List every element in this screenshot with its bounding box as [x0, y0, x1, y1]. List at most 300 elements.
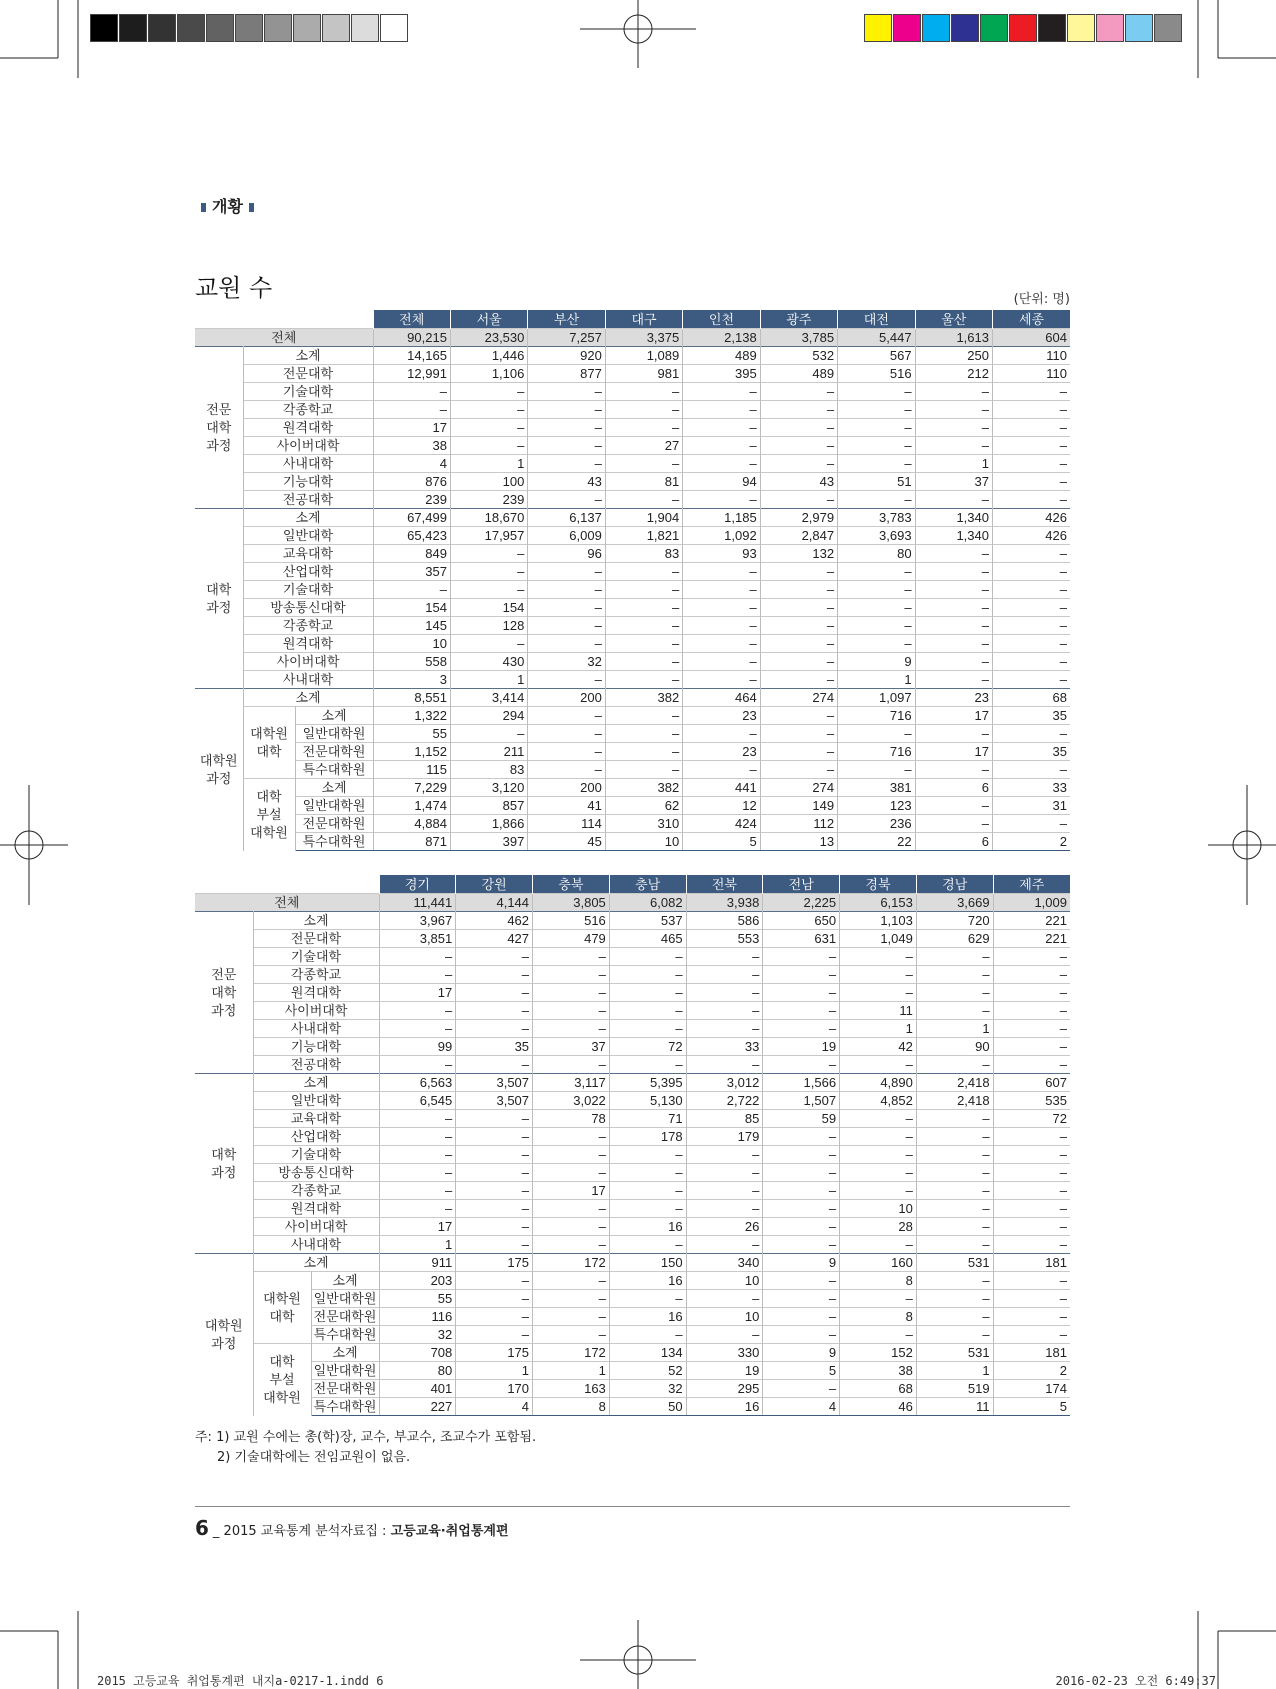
cell-value: 172	[533, 1344, 610, 1362]
cell-value: –	[605, 419, 682, 437]
table-row	[195, 419, 1070, 437]
cell-value: 401	[379, 1380, 456, 1398]
table-row	[195, 966, 1070, 984]
cell-value: 45	[528, 833, 605, 851]
bullet-square-icon	[249, 203, 254, 212]
cell-value: 650	[763, 912, 840, 930]
cell-value: –	[605, 599, 682, 617]
cell-value: 154	[450, 599, 527, 617]
cell-value: 37	[533, 1038, 610, 1056]
cell-value: –	[456, 1020, 533, 1038]
cell-value: –	[450, 725, 527, 743]
cell-value: 42	[840, 1038, 917, 1056]
column-header: 전남	[763, 875, 840, 894]
cell-value: –	[533, 966, 610, 984]
cell-value: –	[609, 1056, 686, 1074]
cell-value: 221	[993, 912, 1070, 930]
cell-value: –	[840, 1110, 917, 1128]
cell-value: –	[916, 1110, 993, 1128]
cell-value: 227	[379, 1398, 456, 1416]
cell-value: 178	[609, 1128, 686, 1146]
row-label: 소계	[311, 1272, 379, 1290]
cell-value: –	[916, 1146, 993, 1164]
cell-value: 604	[993, 329, 1071, 347]
table-row	[195, 707, 1070, 725]
cell-value: –	[760, 419, 837, 437]
cell-value: –	[686, 1290, 763, 1308]
cell-value: –	[993, 761, 1071, 779]
cell-value: 877	[528, 365, 605, 383]
row-label: 사내대학	[243, 671, 373, 689]
cell-value: –	[993, 1056, 1070, 1074]
cell-value: 200	[528, 689, 605, 707]
row-label: 사내대학	[253, 1020, 379, 1038]
cell-value: 424	[683, 815, 760, 833]
cell-value: 16	[609, 1218, 686, 1236]
group-label: 대학 과정	[195, 1074, 253, 1254]
row-label: 기술대학	[253, 1146, 379, 1164]
table-row	[195, 1020, 1070, 1038]
table-row	[195, 948, 1070, 966]
cell-value: 68	[993, 689, 1071, 707]
cell-value: –	[683, 563, 760, 581]
cell-value: 128	[450, 617, 527, 635]
row-label: 기능대학	[243, 473, 373, 491]
cell-value: 1,340	[915, 527, 992, 545]
cell-value: 236	[838, 815, 915, 833]
cell-value: –	[993, 966, 1070, 984]
cell-value: –	[450, 383, 527, 401]
cell-value: 90	[916, 1038, 993, 1056]
page-footer	[195, 1516, 509, 1540]
cell-value: 5	[683, 833, 760, 851]
table-row	[195, 1290, 1070, 1308]
cell-value: –	[533, 1056, 610, 1074]
table-row	[195, 1308, 1070, 1326]
cell-value: 14,165	[373, 347, 450, 365]
cell-value: –	[686, 966, 763, 984]
cell-value: 1,566	[763, 1074, 840, 1092]
cell-value: –	[993, 984, 1070, 1002]
section-label: 개황	[195, 194, 260, 217]
cell-value: –	[763, 1146, 840, 1164]
cell-value: –	[760, 455, 837, 473]
cell-value: 23	[683, 707, 760, 725]
row-label: 전체	[195, 894, 379, 912]
unit-label: (단위: 명)	[1013, 292, 1070, 307]
cell-value: 3,012	[686, 1074, 763, 1092]
cell-value: 516	[533, 912, 610, 930]
cell-value: –	[916, 1326, 993, 1344]
cell-value: –	[916, 1200, 993, 1218]
cell-value: –	[686, 1236, 763, 1254]
cell-value: 123	[838, 797, 915, 815]
cell-value: –	[838, 635, 915, 653]
cell-value: –	[379, 1182, 456, 1200]
cell-value: 427	[456, 930, 533, 948]
cell-value: –	[379, 1002, 456, 1020]
table-row	[195, 984, 1070, 1002]
cell-value: 9	[838, 653, 915, 671]
cell-value: –	[838, 617, 915, 635]
table-row	[195, 1092, 1070, 1110]
table-row	[195, 1218, 1070, 1236]
cell-value: –	[533, 1272, 610, 1290]
cell-value: 395	[683, 365, 760, 383]
cell-value: –	[605, 707, 682, 725]
cell-value: 441	[683, 779, 760, 797]
cell-value: 3,783	[838, 509, 915, 527]
cell-value: 5,447	[838, 329, 915, 347]
table-row	[195, 1182, 1070, 1200]
cell-value: 43	[528, 473, 605, 491]
table-row	[195, 1326, 1070, 1344]
cell-value: –	[533, 1290, 610, 1308]
row-label: 기술대학	[243, 383, 373, 401]
cell-value: –	[605, 617, 682, 635]
table-row	[195, 581, 1070, 599]
cell-value: –	[533, 1308, 610, 1326]
cell-value: –	[993, 725, 1071, 743]
table-row	[195, 401, 1070, 419]
group-label: 대학원 과정	[195, 689, 243, 851]
cell-value: –	[533, 1146, 610, 1164]
table-row	[195, 635, 1070, 653]
table-row	[195, 473, 1070, 491]
column-header: 충남	[609, 875, 686, 894]
cell-value: –	[993, 1002, 1070, 1020]
cell-value: –	[683, 491, 760, 509]
row-label: 전공대학	[243, 491, 373, 509]
cell-value: –	[916, 1290, 993, 1308]
subgroup-label: 대학원 대학	[243, 707, 295, 779]
cell-value: 4	[373, 455, 450, 473]
cell-value: 3,851	[379, 930, 456, 948]
cell-value: 19	[686, 1362, 763, 1380]
cell-value: 33	[993, 779, 1071, 797]
cell-value: –	[528, 599, 605, 617]
cell-value: 6,153	[840, 894, 917, 912]
cell-value: 96	[528, 545, 605, 563]
cell-value: –	[609, 1020, 686, 1038]
cell-value: –	[686, 1056, 763, 1074]
cell-value: –	[373, 401, 450, 419]
cell-value: 1,613	[915, 329, 992, 347]
cell-value: –	[915, 599, 992, 617]
cell-value: –	[533, 984, 610, 1002]
cell-value: –	[760, 707, 837, 725]
cell-value: –	[993, 1146, 1070, 1164]
cell-value: –	[683, 635, 760, 653]
table-row	[195, 833, 1070, 851]
cell-value: –	[993, 1236, 1070, 1254]
table-row	[195, 437, 1070, 455]
cell-value: 10	[373, 635, 450, 653]
table-row	[195, 1254, 1070, 1272]
footer-publication: _ 2015 교육통계 분석자료집 :	[212, 1524, 391, 1539]
cell-value: 857	[450, 797, 527, 815]
cell-value: –	[763, 1272, 840, 1290]
cell-value: 516	[838, 365, 915, 383]
cell-value: 181	[993, 1344, 1070, 1362]
row-label: 원격대학	[243, 419, 373, 437]
cell-value: 357	[373, 563, 450, 581]
row-label: 산업대학	[243, 563, 373, 581]
cell-value: 295	[686, 1380, 763, 1398]
row-label: 원격대학	[243, 635, 373, 653]
header-row	[195, 875, 1070, 894]
column-header: 전체	[373, 310, 450, 329]
row-label: 기술대학	[243, 581, 373, 599]
cell-value: 274	[760, 779, 837, 797]
cell-value: –	[450, 545, 527, 563]
cell-value: –	[915, 437, 992, 455]
cell-value: 1,446	[450, 347, 527, 365]
cell-value: –	[760, 599, 837, 617]
cell-value: –	[379, 1128, 456, 1146]
cell-value: 19	[763, 1038, 840, 1056]
cell-value: –	[993, 437, 1071, 455]
row-label: 소계	[311, 1344, 379, 1362]
table-row	[195, 815, 1070, 833]
row-label: 전공대학	[253, 1056, 379, 1074]
cell-value: 13	[760, 833, 837, 851]
cell-value: 567	[838, 347, 915, 365]
cell-value: 3,507	[456, 1074, 533, 1092]
table-row	[195, 671, 1070, 689]
cell-value: –	[763, 1182, 840, 1200]
group-label: 대학원 과정	[195, 1254, 253, 1416]
cell-value: 708	[379, 1344, 456, 1362]
cell-value: –	[993, 455, 1071, 473]
cell-value: –	[993, 635, 1071, 653]
cell-value: 531	[916, 1254, 993, 1272]
cell-value: 150	[609, 1254, 686, 1272]
cell-value: 33	[686, 1038, 763, 1056]
total-row	[195, 894, 1070, 912]
cell-value: –	[528, 725, 605, 743]
row-label: 교육대학	[243, 545, 373, 563]
table-row	[195, 1074, 1070, 1092]
table-row	[195, 383, 1070, 401]
cell-value: –	[840, 1182, 917, 1200]
cell-value: 32	[528, 653, 605, 671]
cell-value: 160	[840, 1254, 917, 1272]
cell-value: 294	[450, 707, 527, 725]
row-label: 특수대학원	[295, 761, 373, 779]
cell-value: –	[379, 966, 456, 984]
cell-value: –	[528, 437, 605, 455]
table-row	[195, 1398, 1070, 1416]
cell-value: 720	[916, 912, 993, 930]
cell-value: –	[379, 1020, 456, 1038]
cell-value: –	[456, 1236, 533, 1254]
cell-value: –	[528, 491, 605, 509]
cell-value: –	[450, 581, 527, 599]
column-header: 부산	[528, 310, 605, 329]
cell-value: –	[916, 1182, 993, 1200]
cell-value: 154	[373, 599, 450, 617]
cell-value: 1,092	[683, 527, 760, 545]
column-header: 경기	[379, 875, 456, 894]
cell-value: –	[528, 581, 605, 599]
cell-value: 1	[450, 671, 527, 689]
cell-value: 110	[993, 347, 1071, 365]
table-row	[195, 509, 1070, 527]
row-label: 각종학교	[243, 617, 373, 635]
cell-value: –	[528, 671, 605, 689]
cell-value: –	[528, 761, 605, 779]
cell-value: –	[760, 617, 837, 635]
cell-value: 17	[915, 707, 992, 725]
cell-value: 50	[609, 1398, 686, 1416]
cell-value: 4	[763, 1398, 840, 1416]
cell-value: 134	[609, 1344, 686, 1362]
cell-value: 2,847	[760, 527, 837, 545]
cell-value: 116	[379, 1308, 456, 1326]
cell-value: –	[915, 653, 992, 671]
cell-value: 12	[683, 797, 760, 815]
row-label: 소계	[253, 1074, 379, 1092]
cell-value: –	[763, 1218, 840, 1236]
footer-rule	[195, 1506, 1070, 1507]
cell-value: –	[760, 491, 837, 509]
cell-value: –	[993, 653, 1071, 671]
cell-value: 152	[840, 1344, 917, 1362]
cell-value: –	[916, 966, 993, 984]
cell-value: –	[609, 1182, 686, 1200]
cell-value: –	[993, 401, 1071, 419]
cell-value: –	[609, 1290, 686, 1308]
column-header: 충북	[533, 875, 610, 894]
cell-value: 23	[915, 689, 992, 707]
cell-value: –	[763, 1002, 840, 1020]
table-row	[195, 455, 1070, 473]
row-label: 소계	[243, 509, 373, 527]
cell-value: –	[840, 1056, 917, 1074]
cell-value: –	[760, 635, 837, 653]
row-label: 특수대학원	[311, 1398, 379, 1416]
cell-value: 1	[916, 1020, 993, 1038]
cell-value: –	[838, 599, 915, 617]
cell-value: –	[456, 1182, 533, 1200]
row-label: 원격대학	[253, 984, 379, 1002]
row-label: 전문대학원	[311, 1308, 379, 1326]
cell-value: –	[840, 1164, 917, 1182]
cell-value: –	[609, 984, 686, 1002]
cell-value: –	[379, 1110, 456, 1128]
column-header: 세종	[993, 310, 1071, 329]
cell-value: –	[533, 1002, 610, 1020]
cell-value: –	[528, 635, 605, 653]
cell-value: 4,884	[373, 815, 450, 833]
cell-value: 3,120	[450, 779, 527, 797]
column-header: 울산	[915, 310, 992, 329]
table-row	[195, 1236, 1070, 1254]
cell-value: –	[838, 401, 915, 419]
cell-value: –	[533, 948, 610, 966]
cell-value: –	[609, 1200, 686, 1218]
cell-value: –	[379, 1200, 456, 1218]
cell-value: 239	[373, 491, 450, 509]
cell-value: 4,852	[840, 1092, 917, 1110]
cell-value: 12,991	[373, 365, 450, 383]
table-row	[195, 653, 1070, 671]
cell-value: 849	[373, 545, 450, 563]
table-row	[195, 599, 1070, 617]
cell-value: 41	[528, 797, 605, 815]
cell-value: 17	[915, 743, 992, 761]
cell-value: 17	[373, 419, 450, 437]
cell-value: 5,130	[609, 1092, 686, 1110]
cell-value: –	[993, 473, 1071, 491]
cell-value: 93	[683, 545, 760, 563]
cell-value: 10	[840, 1200, 917, 1218]
cell-value: 35	[993, 707, 1071, 725]
cell-value: 43	[760, 473, 837, 491]
cell-value: –	[686, 1146, 763, 1164]
note-1: 주: 1) 교원 수에는 총(학)장, 교수, 부교수, 조교수가 포함됨.	[195, 1430, 537, 1445]
cell-value: –	[840, 1236, 917, 1254]
cell-value: –	[915, 617, 992, 635]
cell-value: –	[456, 966, 533, 984]
row-label: 기능대학	[253, 1038, 379, 1056]
cell-value: 32	[379, 1326, 456, 1344]
cell-value: 250	[915, 347, 992, 365]
cell-value: 38	[840, 1362, 917, 1380]
cell-value: 132	[760, 545, 837, 563]
cell-value: –	[686, 1164, 763, 1182]
cell-value: –	[840, 1290, 917, 1308]
cell-value: –	[760, 401, 837, 419]
cell-value: –	[916, 1308, 993, 1326]
cell-value: –	[915, 815, 992, 833]
cell-value: 7,257	[528, 329, 605, 347]
cell-value: –	[609, 1164, 686, 1182]
cell-value: –	[686, 1020, 763, 1038]
cell-value: 558	[373, 653, 450, 671]
cell-value: 2	[993, 1362, 1070, 1380]
faculty-table-2	[195, 875, 1070, 1416]
cell-value: 1,322	[373, 707, 450, 725]
table-row	[195, 527, 1070, 545]
row-label: 원격대학	[253, 1200, 379, 1218]
cell-value: 489	[683, 347, 760, 365]
cell-value: –	[605, 383, 682, 401]
footer-section: 고등교육·취업통계편	[390, 1524, 509, 1539]
cell-value: –	[450, 563, 527, 581]
cell-value: 203	[379, 1272, 456, 1290]
table-row	[195, 491, 1070, 509]
cell-value: –	[379, 948, 456, 966]
cell-value: 163	[533, 1380, 610, 1398]
row-label: 소계	[295, 707, 373, 725]
cell-value: 2,418	[916, 1092, 993, 1110]
cell-value: 28	[840, 1218, 917, 1236]
subgroup-label: 대학원 대학	[253, 1272, 311, 1344]
cell-value: 11	[916, 1398, 993, 1416]
cell-value: –	[456, 1272, 533, 1290]
cell-value: 8	[840, 1272, 917, 1290]
cell-value: –	[840, 948, 917, 966]
cell-value: 6	[915, 833, 992, 851]
table-row	[195, 365, 1070, 383]
cell-value: –	[916, 1128, 993, 1146]
cell-value: 85	[686, 1110, 763, 1128]
cell-value: –	[915, 635, 992, 653]
cell-value: 1	[450, 455, 527, 473]
cell-value: 80	[838, 545, 915, 563]
